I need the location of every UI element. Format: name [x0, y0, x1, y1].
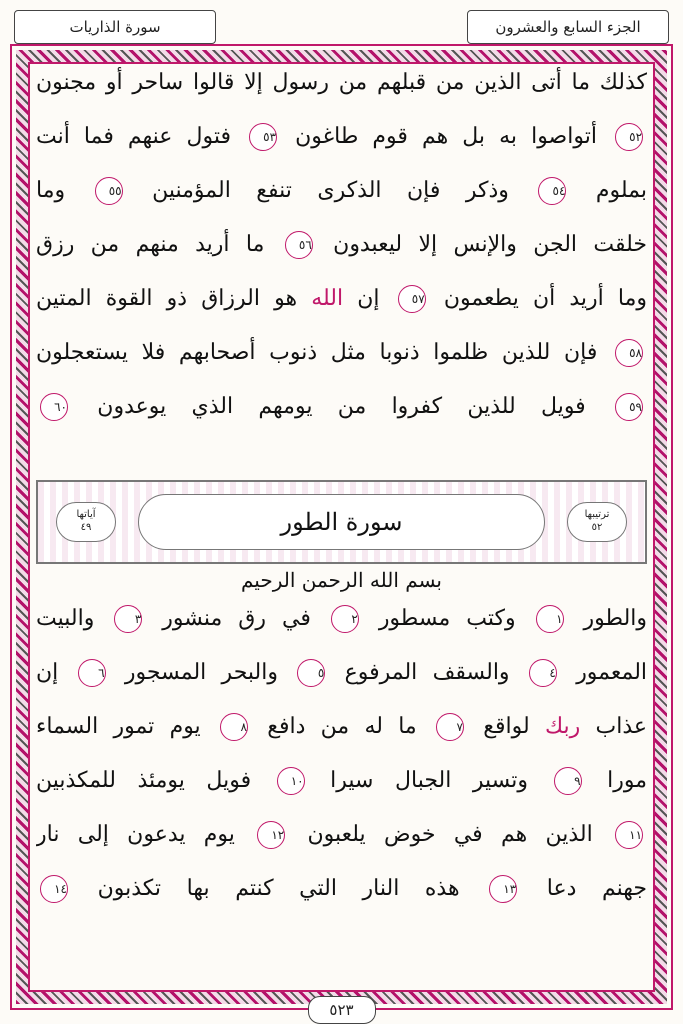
verse-text: وكتب مسطور — [378, 606, 516, 631]
verse-text: ما له من دافع — [267, 714, 417, 739]
ayah-marker: ٢ — [331, 605, 359, 633]
verse-text: جهنم دعا — [546, 876, 647, 901]
divine-name: الله — [311, 286, 344, 311]
ayah-marker: ٥ — [297, 659, 325, 687]
ayah-marker: ٥٦ — [285, 231, 313, 259]
ayah-marker: ٣ — [114, 605, 142, 633]
verse-text: وتسير الجبال سيرا — [330, 768, 529, 793]
verse-line — [36, 700, 647, 754]
surah-order-value: ٥٢ — [591, 522, 603, 533]
verse-text: مورا — [607, 768, 647, 793]
verse-line — [36, 754, 647, 808]
surah-verses-label: آياتها — [76, 509, 96, 520]
verse-text: فويل للذين كفروا من يومهم الذي يوعدون — [97, 394, 586, 419]
verse-line — [36, 862, 647, 916]
verse-text: في رق منشور — [162, 606, 311, 631]
verse-text: يوم يدعون إلى نار — [36, 822, 235, 847]
verse-text: ما أريد منهم من رزق — [36, 232, 265, 257]
verse-text: كذلك ما أتى الذين من قبلهم من رسول إلا قالوا ساحر أو مجنون — [36, 70, 647, 95]
verse-text: هذه النار التي كنتم بها تكذبون — [97, 876, 460, 901]
verse-text: والبيت — [36, 606, 95, 631]
verse-line — [36, 272, 647, 326]
verse-text: وما أريد أن يطعمون — [443, 286, 647, 311]
verse-text: فويل يومئذ للمكذبين — [36, 768, 252, 793]
ayah-marker: ١١ — [615, 821, 643, 849]
verse-text: فتول عنهم فما أنت — [36, 124, 231, 149]
verse-text: بملوم — [595, 178, 647, 203]
verse-line — [36, 218, 647, 272]
ayah-marker: ٥٥ — [95, 177, 123, 205]
verse-line — [36, 380, 647, 434]
surah-label: سورة الذاريات — [14, 10, 216, 44]
highlighted-word: ربك — [544, 714, 581, 739]
surah-order-label: ترتيبها — [584, 509, 610, 520]
verse-line — [36, 164, 647, 218]
ayah-marker: ١٠ — [277, 767, 305, 795]
verse-text: وذكر فإن الذكرى تنفع المؤمنين — [152, 178, 509, 203]
ayah-marker: ٥٨ — [615, 339, 643, 367]
verse-text: والسقف المرفوع — [344, 660, 510, 685]
basmala: بسم الله الرحمن الرحيم — [240, 568, 442, 592]
surah-header — [36, 480, 647, 564]
verse-text: لواقع — [483, 714, 530, 739]
verse-text: إن — [36, 660, 59, 685]
ayah-marker: ٦٠ — [40, 393, 68, 421]
ayah-marker: ٨ — [220, 713, 248, 741]
verse-text: الذين هم في خوض يلعبون — [307, 822, 593, 847]
surah-title: سورة الطور — [138, 494, 545, 550]
juz-label: الجزء السابع والعشرون — [467, 10, 669, 44]
verses-bottom — [36, 592, 647, 916]
verse-text: المعمور — [576, 660, 647, 685]
surah-verses-value: ٤٩ — [80, 522, 92, 533]
verse-text: أتواصوا به بل هم قوم طاغون — [295, 124, 597, 149]
page-header — [10, 6, 673, 46]
surah-order — [567, 502, 627, 542]
verse-line — [36, 592, 647, 646]
ayah-marker: ١ — [536, 605, 564, 633]
verse-text: يوم تمور السماء — [36, 714, 201, 739]
ayah-marker: ٥٩ — [615, 393, 643, 421]
ayah-marker: ٥٢ — [615, 123, 643, 151]
verse-text: والطور — [583, 606, 647, 631]
verse-text: هو الرزاق ذو القوة المتين — [36, 286, 298, 311]
verse-line — [36, 56, 647, 110]
ayah-marker: ٩ — [554, 767, 582, 795]
ayah-marker: ١٤ — [40, 875, 68, 903]
ayah-marker: ٥٤ — [538, 177, 566, 205]
surah-verses — [56, 502, 116, 542]
ayah-marker: ١٣ — [489, 875, 517, 903]
ayah-marker: ١٢ — [257, 821, 285, 849]
verse-text: عذاب — [595, 714, 647, 739]
ayah-marker: ٥٣ — [249, 123, 277, 151]
verse-line — [36, 808, 647, 862]
verse-text: فإن للذين ظلموا ذنوبا مثل ذنوب أصحابهم فلا يستعجلون — [36, 340, 598, 365]
verse-line — [36, 326, 647, 380]
ayah-marker: ٦ — [78, 659, 106, 687]
verse-line — [36, 646, 647, 700]
verse-text: والبحر المسجور — [124, 660, 278, 685]
ayah-marker: ٥٧ — [398, 285, 426, 313]
verse-line — [36, 110, 647, 164]
ayah-marker: ٤ — [529, 659, 557, 687]
verses-top — [36, 56, 647, 434]
ayah-marker: ٧ — [436, 713, 464, 741]
page-number: ٥٢٣ — [308, 996, 376, 1024]
verse-text: خلقت الجن والإنس إلا ليعبدون — [333, 232, 647, 257]
verse-text: إن — [357, 286, 380, 311]
verse-text: وما — [36, 178, 66, 203]
